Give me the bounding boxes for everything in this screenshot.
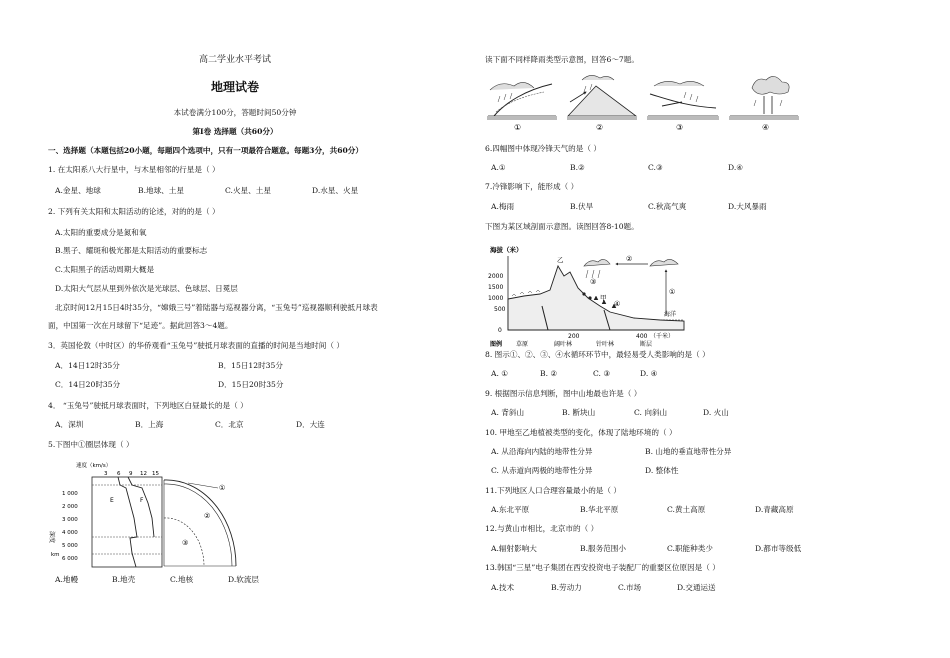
q12-stem: 12.与黄山市相比，北京市的（ ） bbox=[485, 524, 599, 533]
q7-option-b: B.伏旱 bbox=[570, 202, 594, 211]
fig5-pointer-1 bbox=[188, 483, 218, 488]
q10-option-b: B. 山地的垂直地带性分异 bbox=[645, 447, 732, 456]
fig5-circle-3: ③ bbox=[182, 539, 189, 547]
q11-option-d: D.青藏高原 bbox=[755, 505, 794, 514]
fig5-xtick-6: 6 bbox=[117, 471, 121, 477]
q2-option-c: C.太阳黑子的活动周期大概是 bbox=[55, 265, 155, 274]
q5-option-a: A.地幔 bbox=[55, 575, 79, 584]
q9-option-c: C. 向斜山 bbox=[634, 408, 668, 417]
q4-option-d: D．大连 bbox=[296, 420, 325, 429]
q4-option-b: B．上海 bbox=[135, 420, 164, 429]
q11-option-c: C.黄土高原 bbox=[667, 505, 706, 514]
q6-stem: 6.四幅图中体现冷锋天气的是（ ） bbox=[485, 144, 601, 153]
rainfall-label-3: ③ bbox=[676, 123, 684, 132]
q8-option-c: C. ③ bbox=[593, 369, 611, 378]
fig5-depth-6000: 6 000 bbox=[62, 556, 78, 562]
passage-line-2: 面，中国第一次在月球留下“足迹”。据此回答3～4题。 bbox=[48, 321, 233, 330]
q8-option-b: B. ② bbox=[540, 369, 558, 378]
fig5-xtick-3: 3 bbox=[104, 471, 108, 477]
q8-stem: 8. 图示①、②、③、④水循环环节中，最轻易受人类影响的是（ ） bbox=[485, 350, 710, 359]
rainfall-diagram-4 bbox=[729, 76, 799, 120]
q12-option-b: B.服务范围小 bbox=[580, 544, 626, 553]
fig8-legend-fault: 断层 bbox=[640, 341, 653, 348]
section-heading: 一、选择题（本题包括20小题，每题四个选项中，只有一项最符合题意。每题3分，共60分） bbox=[48, 146, 363, 155]
q7-option-d: D.大风暴雨 bbox=[728, 202, 767, 211]
q7-option-c: C.秋高气爽 bbox=[648, 202, 687, 211]
fig8-legend-title: 图例 bbox=[490, 341, 503, 348]
q10-option-c: C. 从赤道向两极的地带性分异 bbox=[491, 466, 593, 475]
q11-option-b: B.华北平原 bbox=[580, 505, 619, 514]
q9-stem: 9. 根据图示信息判断，图中山地最也许是（ ） bbox=[485, 389, 642, 398]
q1-stem: 1. 在太阳系八大行星中，与木星相邻的行星是（ ） bbox=[48, 165, 220, 174]
q1-option-b: B.地球、土星 bbox=[138, 186, 184, 195]
fig8-ytick-500: 500 bbox=[494, 306, 506, 313]
q3-option-d: D．15日20时35分 bbox=[218, 380, 284, 389]
q3-stem: 3．英国伦敦（中时区）的华侨观看“玉兔号”驶抵月球表面的直播的时间是当地时间（ ） bbox=[48, 341, 344, 350]
passage-line-1: 北京时间12月15日4时35分，“嫦娥三号”着陆器与巡视器分离，“玉兔号”巡视器顺利驶抵月球表 bbox=[55, 303, 378, 312]
fig5-xtick-15: 15 bbox=[152, 471, 159, 477]
fig8-label-4: ④ bbox=[614, 300, 621, 308]
fig8-jia-label: 甲 bbox=[600, 294, 607, 302]
q4-option-a: A．深圳 bbox=[55, 420, 84, 429]
fig8-xtick-200: 200 bbox=[568, 333, 580, 340]
q13-stem: 13.韩国“三星”电子集团在西安投资电子装配厂的重要区位原因是（ ） bbox=[485, 563, 720, 572]
q2-option-d: D.太阳大气层从里到外依次是光球层、色球层、日冕层 bbox=[55, 284, 238, 293]
fig8-legend-broadleaf: 阔叶林 bbox=[554, 341, 573, 348]
q3-option-c: C．14日20时35分 bbox=[55, 380, 121, 389]
intro-q6-7: 读下面不同样降雨类型示意图，回答6～7题。 bbox=[485, 55, 639, 64]
q3-option-b: B．15日12时35分 bbox=[218, 361, 283, 370]
fig8-yi-label: 乙 bbox=[557, 256, 564, 264]
fig5-wave-f-label: F bbox=[140, 497, 144, 504]
fig5-depth-1000: 1 000 bbox=[62, 491, 78, 497]
exam-title: 高二学业水平考试 bbox=[198, 55, 271, 65]
regional-profile-figure bbox=[484, 244, 696, 350]
q9-option-b: B. 断块山 bbox=[562, 408, 596, 417]
q5-option-d: D.软流层 bbox=[228, 575, 260, 584]
earth-layers-figure bbox=[48, 458, 238, 570]
q11-option-a: A.东北平原 bbox=[491, 505, 530, 514]
q11-stem: 11.下列地区人口合理容量最小的是（ ） bbox=[485, 486, 621, 495]
fig8-broadleaf-mark-2 bbox=[588, 296, 591, 299]
q1-option-d: D.水星、火星 bbox=[312, 186, 359, 195]
rainfall-types-figure bbox=[486, 72, 800, 134]
q13-option-d: D.交通运送 bbox=[677, 583, 716, 592]
q6-option-a: A.① bbox=[491, 163, 506, 172]
q13-option-c: C.市场 bbox=[618, 583, 642, 592]
fig8-legend-needle: 针叶林 bbox=[596, 341, 615, 348]
fig5-depth-4000: 4 000 bbox=[62, 530, 78, 536]
fig8-ytick-2000: 2000 bbox=[488, 273, 504, 280]
intro-q8-10: 下图为某区域剖面示意图。读图回答8-10题。 bbox=[485, 222, 639, 231]
fig8-ylabel: 海拔（米） bbox=[490, 246, 523, 254]
fig8-cloud-right bbox=[650, 259, 678, 266]
fig5-circle-1: ① bbox=[219, 484, 226, 492]
q7-option-a: A.梅雨 bbox=[491, 202, 515, 211]
q9-option-d: D. 火山 bbox=[703, 408, 729, 417]
q8-option-d: D. ④ bbox=[640, 369, 658, 378]
q6-option-d: D.④ bbox=[728, 163, 744, 172]
q2-option-a: A.太阳的重要成分是氮和氧 bbox=[55, 228, 147, 237]
q4-option-c: C．北京 bbox=[215, 420, 244, 429]
fig8-ocean-label: 海洋 bbox=[664, 311, 677, 318]
q6-option-c: C.③ bbox=[648, 163, 663, 172]
q8-option-a: A. ① bbox=[491, 369, 509, 378]
q1-option-c: C.火星、土星 bbox=[225, 186, 271, 195]
fig8-label-3: ③ bbox=[590, 278, 597, 286]
fig8-legend-grass: 草原 bbox=[516, 341, 529, 348]
q12-option-c: C.职能种类少 bbox=[667, 544, 713, 553]
part-heading: 第Ⅰ卷 选择题（共60分） bbox=[192, 127, 278, 136]
fig5-xtick-9: 9 bbox=[129, 471, 133, 477]
fig5-wave-f-curve bbox=[128, 477, 154, 537]
fig8-ytick-0: 0 bbox=[498, 327, 502, 334]
rainfall-diagram-3 bbox=[647, 81, 719, 120]
rainfall-diagram-1 bbox=[487, 82, 557, 120]
fig8-broadleaf-mark-1 bbox=[582, 292, 585, 295]
fig5-crust-arc bbox=[164, 480, 236, 566]
fig8-x-unit: （千米） bbox=[650, 333, 675, 340]
q5-option-c: C.地核 bbox=[170, 575, 194, 584]
q4-stem: 4． “玉兔号”驶抵月球表面时，下列地区白昼最长的是（ ） bbox=[48, 401, 248, 410]
exam-note: 本试卷满分100分，答题时间50分钟 bbox=[173, 108, 297, 117]
fig8-ytick-1000: 1000 bbox=[488, 295, 504, 302]
fig5-depth-2000: 2 000 bbox=[62, 504, 78, 510]
q3-option-a: A．14日12时35分 bbox=[55, 361, 120, 370]
fig5-xtick-12: 12 bbox=[140, 471, 147, 477]
q12-option-d: D.都市等级低 bbox=[755, 544, 802, 553]
fig5-depth-label: 深度 bbox=[48, 531, 55, 544]
q13-option-b: B.劳动力 bbox=[551, 583, 582, 592]
q5-stem: 5.下图中①圈层体现（ ） bbox=[48, 440, 134, 449]
fig8-ytick-1500: 1500 bbox=[488, 284, 504, 291]
rainfall-diagram-2 bbox=[567, 75, 637, 120]
q2-stem: 2. 下列有关太阳和太阳活动的论述，对的的是（ ） bbox=[48, 207, 220, 216]
fig8-rain-marks bbox=[586, 270, 600, 278]
fig8-label-1: ① bbox=[669, 288, 676, 296]
exam-subject: 地理试卷 bbox=[210, 80, 259, 94]
rainfall-label-2: ② bbox=[596, 123, 604, 132]
fig5-depth-5000: 5 000 bbox=[62, 543, 78, 549]
fig5-depth-3000: 3 000 bbox=[62, 517, 78, 523]
fig8-cloud-left bbox=[584, 259, 610, 266]
q9-option-a: A. 背斜山 bbox=[491, 408, 525, 417]
q13-option-a: A.技术 bbox=[491, 583, 515, 592]
fig8-label-2: ② bbox=[626, 255, 633, 263]
rainfall-label-1: ① bbox=[514, 123, 522, 132]
q1-option-a: A.金星、地球 bbox=[55, 186, 101, 195]
q10-option-a: A. 从沿海向内陆的地带性分异 bbox=[491, 447, 593, 456]
fig5-speed-label: 速度（km/s） bbox=[76, 463, 112, 469]
q10-option-d: D. 整体性 bbox=[645, 466, 679, 475]
fig8-xtick-400: 400 bbox=[636, 333, 648, 340]
q2-option-b: B.黑子、耀斑和极光都是太阳活动的重要标志 bbox=[55, 246, 208, 255]
rainfall-label-4: ④ bbox=[762, 123, 770, 132]
fig5-wave-e-label: E bbox=[110, 497, 114, 504]
fig5-depth-unit: km bbox=[51, 552, 60, 558]
q5-option-b: B.地壳 bbox=[112, 575, 136, 584]
q7-stem: 7.冷锋影响下，能形成（ ） bbox=[485, 182, 579, 191]
fig5-mantle-top-arc bbox=[164, 484, 232, 566]
fig5-circle-2: ② bbox=[204, 512, 211, 520]
q10-stem: 10. 甲地至乙地植被类型的变化，体现了陆地环境的（ ） bbox=[485, 428, 677, 437]
fig5-wave-e-curve bbox=[118, 477, 137, 567]
q6-option-b: B.② bbox=[570, 163, 585, 172]
q12-option-a: A.辐射影响大 bbox=[491, 544, 537, 553]
